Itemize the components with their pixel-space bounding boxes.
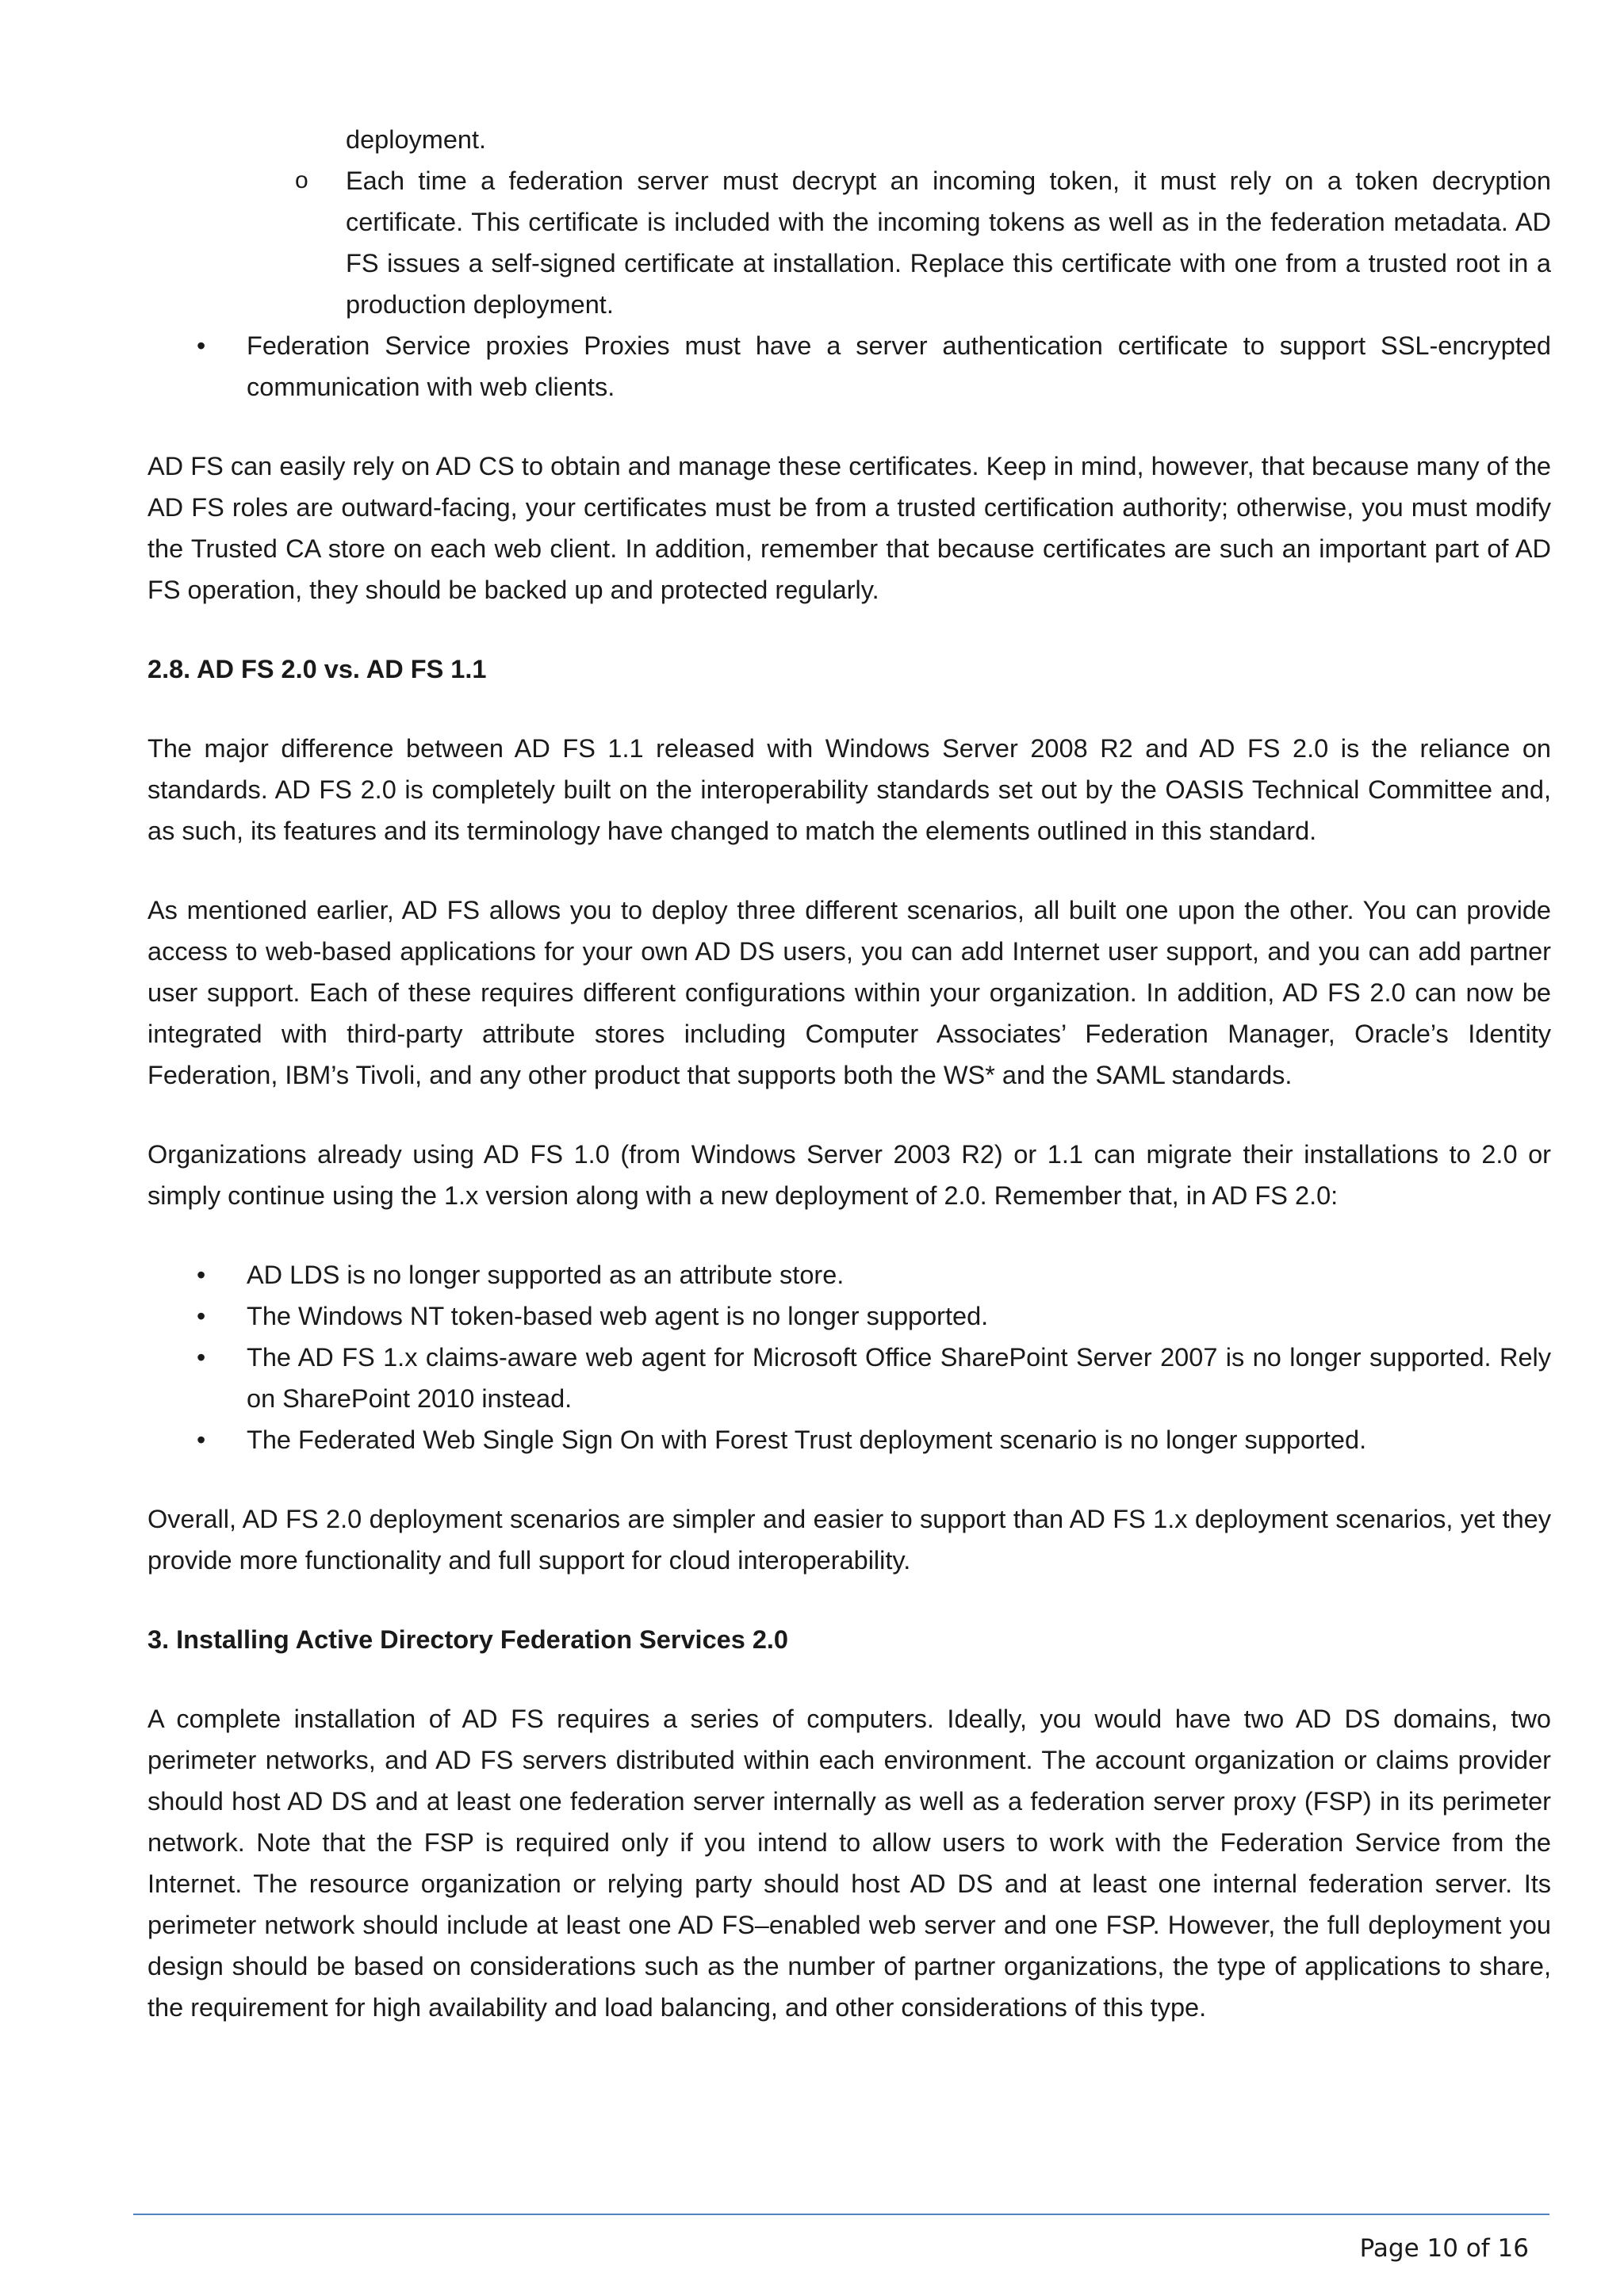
bullet-list-item-text: The Federated Web Single Sign On with Forest Trust deployment scenario is no longer supported. (247, 1425, 1367, 1454)
bullet-list-item-text: AD LDS is no longer supported as an attribute store. (247, 1261, 845, 1289)
paragraph-installation: A complete installation of AD FS requires a series of computers. Ideally, you would have two AD DS domains, two perimeter networks, and AD FS servers distributed within each environment. The account organization or claims provider should host AD DS and at least one federation server internally as well as a federation server proxy (FSP) in its perimeter network. Note that the FSP is required only if you intend to allow users to work with the Federation Service from the Internet. The resource organization or relying party should host AD DS and at least one internal federation server. Its perimeter network should include at least one AD FS–enabled web server and one FSP. However, the full deployment you design should be based on considerations such as the number of partner organizations, the type of applications to share, the requirement for high availability and load balancing, and other considerations of this type. (147, 1705, 1551, 2022)
bullet-list-item (147, 1419, 1551, 1460)
bullet-list-item-text: The Windows NT token-based web agent is no longer supported. (247, 1302, 989, 1330)
bullet-icon: • (197, 1343, 206, 1372)
section-heading-2-8: 2.8. AD FS 2.0 vs. AD FS 1.1 (147, 655, 487, 683)
bullet-icon: • (197, 1261, 206, 1289)
hollow-bullet-icon: o (295, 167, 308, 193)
paragraph-scenarios: As mentioned earlier, AD FS allows you to deploy three different scenarios, all built one upon the other. You can provide access to web-based applications for your own AD DS users, you can add Internet user support, and you can add partner user support. Each of these requires different configurations within your organization. In addition, AD FS 2.0 can now be integrated with third-party attribute stores including Computer Associates’ Federation Manager, Oracle’s Identity Federation, IBM’s Tivoli, and any other product that supports both the WS* and the SAML standards. (147, 896, 1551, 1089)
document-body (147, 119, 1551, 2028)
sub-list-item (147, 160, 1551, 325)
bullet-list-item (147, 325, 1551, 408)
bullet-icon: • (197, 1302, 206, 1330)
paragraph-certificates: AD FS can easily rely on AD CS to obtain and manage these certificates. Keep in mind, however, that because many of the AD FS roles are outward-facing, your certificates must be from a trusted certification authority; otherwise, you must modify the Trusted CA store on each web client. In addition, remember that because certificates are such an important part of AD FS operation, they should be backed up and protected regularly. (147, 452, 1551, 604)
section-heading-3: 3. Installing Active Directory Federation Services 2.0 (147, 1625, 789, 1654)
bullet-list-item (147, 1254, 1551, 1295)
bullet-icon: • (197, 1425, 206, 1454)
paragraph-overall: Overall, AD FS 2.0 deployment scenarios are simpler and easier to support than AD FS 1.x deployment scenarios, yet they provide more functionality and full support for cloud interoperability. (147, 1505, 1551, 1575)
paragraph-migration: Organizations already using AD FS 1.0 (from Windows Server 2003 R2) or 1.1 can migrate their installations to 2.0 or simply continue using the 1.x version along with a new deployment of 2.0. Remember that, in AD FS 2.0: (147, 1140, 1551, 1210)
sub-list-item (147, 119, 1551, 160)
paragraph-major-difference: The major difference between AD FS 1.1 released with Windows Server 2008 R2 and AD FS 2.0 is the reliance on standards. AD FS 2.0 is completely built on the interoperability standards set out by the OASIS Technical Committee and, as such, its features and its terminology have changed to match the elements outlined in this standard. (147, 734, 1551, 845)
sub-list-item-text: Each time a federation server must decrypt an incoming token, it must rely on a token decryption certificate. This certificate is included with the incoming tokens as well as in the federation metadata. AD FS issues a self-signed certificate at installation. Replace this certificate with one from a trusted root in a production deployment. (346, 166, 1551, 319)
bullet-icon: • (197, 331, 206, 360)
footer-rule (133, 2214, 1549, 2215)
sub-list-item-text: deployment. (346, 125, 487, 154)
bullet-list-item-text: The AD FS 1.x claims-aware web agent for Microsoft Office SharePoint Server 2007 is no longer supported. Rely on SharePoint 2010 instead. (247, 1343, 1551, 1413)
bullet-list-item (147, 1337, 1551, 1419)
bullet-list-item-text: Federation Service proxies Proxies must have a server authentication certificate to support SSL-encrypted communication with web clients. (247, 331, 1551, 401)
bullet-list-item (147, 1295, 1551, 1337)
page-number: Page 10 of 16 (1359, 2234, 1529, 2263)
